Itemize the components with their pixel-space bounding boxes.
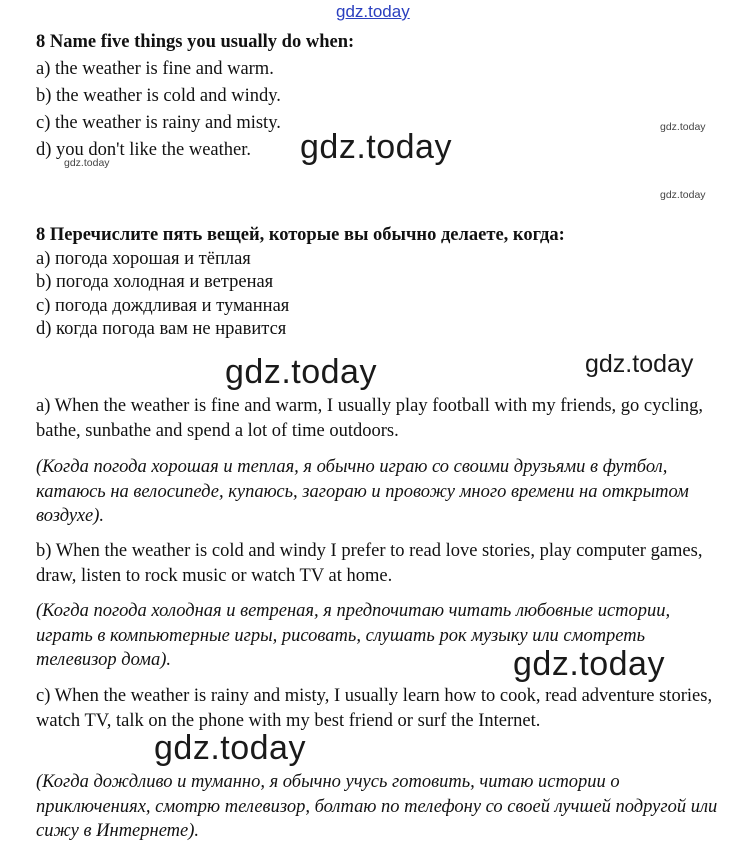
watermark: gdz.today bbox=[225, 353, 377, 391]
exercise-item-ru-d: d) когда погода вам не нравится bbox=[36, 319, 287, 339]
watermark: gdz.today bbox=[300, 128, 452, 166]
exercise-item-en-d: d) you don't like the weather. bbox=[36, 140, 251, 160]
answer-c-en: c) When the weather is rainy and misty, I usually learn how to cook, read adventure stories, watch TV, talk on the phone with my best friend or surf the Internet. bbox=[36, 686, 713, 731]
exercise-item-ru-a: a) погода хорошая и тёплая bbox=[36, 249, 251, 269]
watermark: gdz.today bbox=[585, 350, 694, 378]
answer-a-ru: (Когда погода хорошая и теплая, я обычно играю со своими друзьями в футбол, катаюсь на велосипеде, купаюсь, загораю и провожу много времени на открытом воздухе). bbox=[36, 457, 689, 526]
exercise-item-en-b: b) the weather is cold and windy. bbox=[36, 86, 281, 106]
exercise-item-en-c: c) the weather is rainy and misty. bbox=[36, 113, 281, 133]
answer-b-en: b) When the weather is cold and windy I prefer to read love stories, play computer games, draw, listen to rock music or watch TV at home. bbox=[36, 541, 703, 586]
exercise-title-ru: 8 Перечислите пять вещей, которые вы обычно делаете, когда: bbox=[36, 225, 565, 245]
exercise-item-ru-c: c) погода дождливая и туманная bbox=[36, 296, 290, 316]
watermark: gdz.today bbox=[513, 645, 665, 683]
watermark: gdz.today bbox=[64, 157, 110, 169]
watermark-link[interactable]: gdz.today bbox=[336, 2, 410, 21]
answer-c-ru: (Когда дождливо и туманно, я обычно учусь готовить, читаю истории о приключениях, смотрю телевизор, болтаю по телефону со своей лучшей подругой или сижу в Интернете). bbox=[36, 772, 718, 841]
watermark: gdz.today bbox=[660, 121, 706, 133]
answer-a-en: a) When the weather is fine and warm, I usually play football with my friends, go cycling, bathe, sunbathe and spend a lot of time outdoors. bbox=[36, 396, 704, 441]
exercise-title-en: 8 Name five things you usually do when: bbox=[36, 32, 355, 52]
exercise-item-en-a: a) the weather is fine and warm. bbox=[36, 59, 274, 79]
watermark: gdz.today bbox=[660, 189, 706, 201]
watermark: gdz.today bbox=[154, 729, 306, 767]
exercise-item-ru-b: b) погода холодная и ветреная bbox=[36, 272, 274, 292]
answer-b-ru: (Когда погода холодная и ветреная, я предпочитаю читать любовные истории, играть в компьютерные игры, рисовать, слушать рок музыку или смотреть телевизор дома). bbox=[36, 601, 671, 670]
